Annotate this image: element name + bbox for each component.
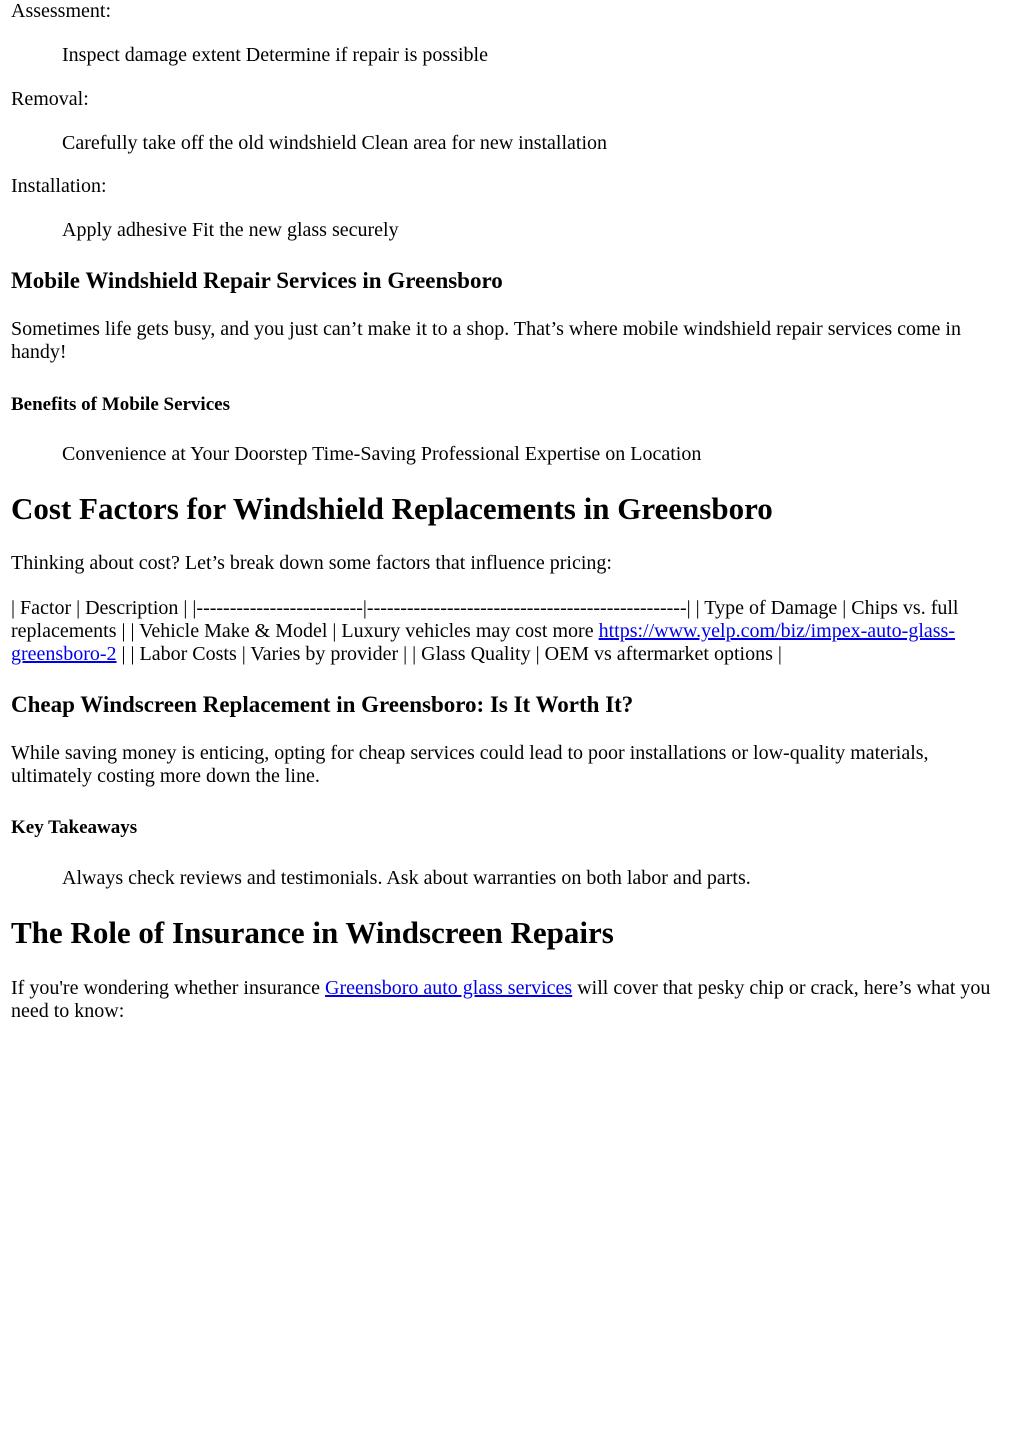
step-label-assessment: Assessment: bbox=[11, 0, 111, 22]
takeaways-list: Always check reviews and testimonials. Ask about warranties on both labor and parts. bbox=[62, 867, 751, 889]
cost-heading: Cost Factors for Windshield Replacements in Greensboro bbox=[11, 491, 773, 526]
mobile-intro: Sometimes life gets busy, and you just can’t make it to a shop. That’s where mobile windshield repair services come in handy! bbox=[11, 318, 961, 363]
step-label-removal: Removal: bbox=[11, 88, 89, 110]
table-text-after: | | Labor Costs | Varies by provider | | Glass Quality | OEM vs aftermarket options | bbox=[116, 643, 782, 665]
step-detail-removal: Carefully take off the old windshield Clean area for new installation bbox=[62, 132, 608, 154]
insurance-heading: The Role of Insurance in Windscreen Repairs bbox=[11, 915, 614, 950]
insurance-body bbox=[11, 977, 1002, 1023]
cost-factors-table-text bbox=[11, 597, 1002, 666]
step-label-installation: Installation: bbox=[11, 175, 107, 197]
takeaways-heading: Key Takeaways bbox=[11, 817, 138, 838]
table-text-before: | Factor | Description | |-------------------------|------------------------------------------------| | Type of Damage | Chips vs. full replacements | | Vehicle Make & Model | Luxury vehicles may cost more bbox=[11, 597, 959, 642]
benefits-heading: Benefits of Mobile Services bbox=[11, 394, 230, 415]
greensboro-auto-glass-link[interactable]: Greensboro auto glass services bbox=[325, 977, 573, 999]
yelp-link[interactable]: https://www.yelp.com/biz/impex-auto-glass-greensboro-2 bbox=[11, 620, 955, 665]
insurance-text-after: will cover that pesky chip or crack, here’s what you need to know: bbox=[11, 977, 991, 1022]
benefits-list: Convenience at Your Doorstep Time-Saving Professional Expertise on Location bbox=[62, 443, 702, 465]
cost-intro: Thinking about cost? Let’s break down some factors that influence pricing: bbox=[11, 552, 612, 574]
cheap-heading: Cheap Windscreen Replacement in Greensboro: Is It Worth It? bbox=[11, 692, 634, 717]
step-detail-assessment: Inspect damage extent Determine if repair is possible bbox=[62, 44, 488, 66]
cheap-body: While saving money is enticing, opting for cheap services could lead to poor installations or low-quality materials, ultimately costing more down the line. bbox=[11, 742, 929, 787]
mobile-heading: Mobile Windshield Repair Services in Greensboro bbox=[11, 268, 503, 293]
step-detail-installation: Apply adhesive Fit the new glass securely bbox=[62, 219, 399, 241]
insurance-text-before: If you're wondering whether insurance bbox=[11, 977, 326, 999]
